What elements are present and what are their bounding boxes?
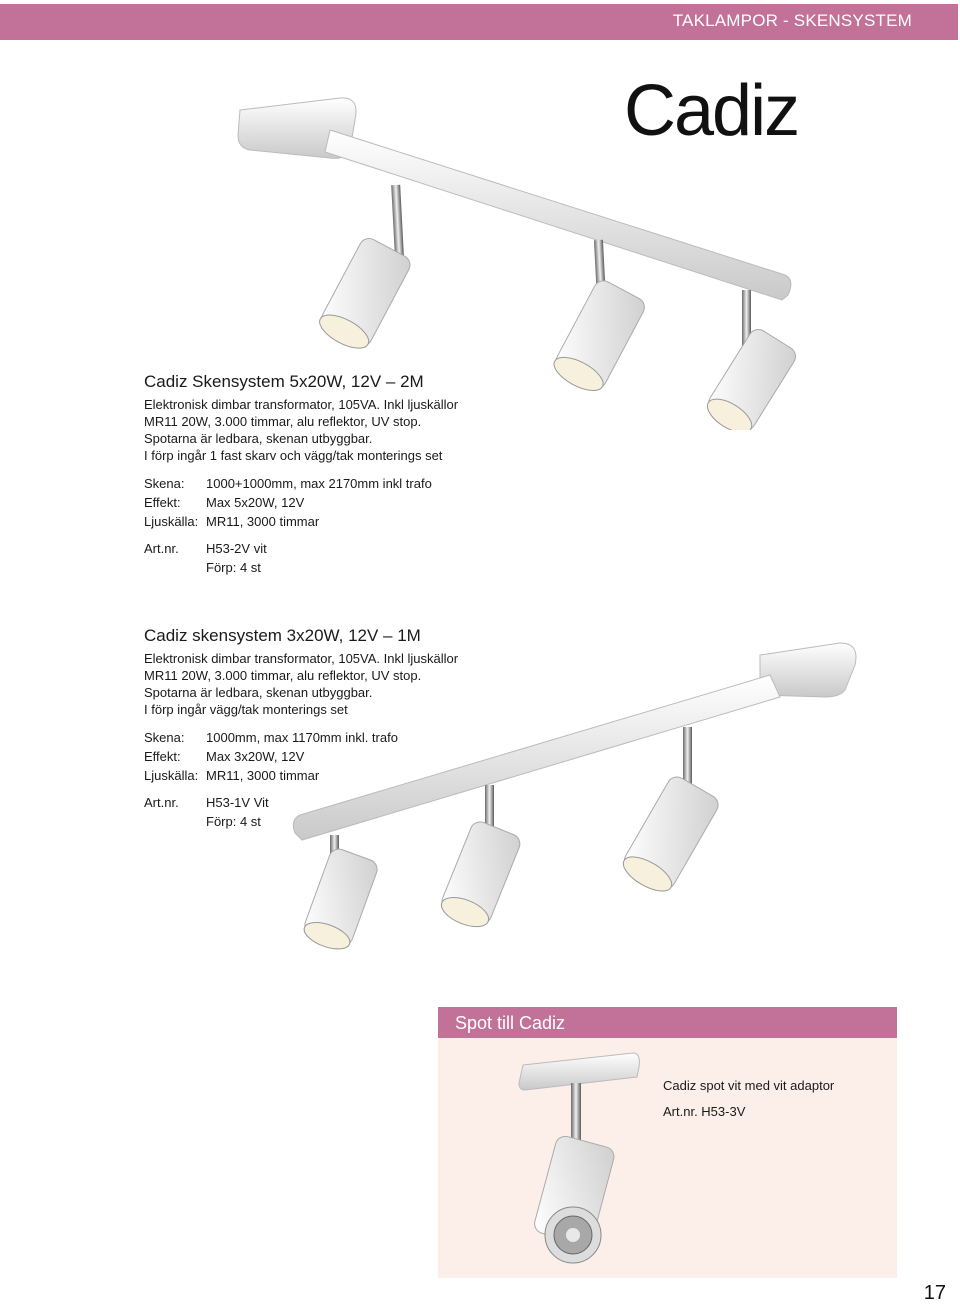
product-block-2m <box>144 372 458 577</box>
pack-size: Förp: 4 st <box>206 560 261 575</box>
spot-heading: Spot till Cadiz <box>438 1007 897 1038</box>
pack-size: Förp: 4 st <box>206 814 261 829</box>
product-title: Cadiz skensystem 3x20W, 12V – 1M <box>144 626 421 645</box>
spec-row: Effekt: Max 3x20W, 12V <box>144 749 305 764</box>
spot-description: Cadiz spot vit med vit adaptor <box>663 1078 835 1093</box>
page-title: Cadiz <box>624 71 799 151</box>
art-number: H53-2V vit <box>206 541 267 556</box>
spec-row: Ljuskälla: MR11, 3000 timmar <box>144 768 320 783</box>
spot-art-number: Art.nr. H53-3V <box>663 1104 746 1119</box>
spec-row: Skena: 1000+1000mm, max 2170mm inkl trafo <box>144 476 432 491</box>
art-number: H53-1V Vit <box>206 795 269 810</box>
spot-box <box>438 1007 897 1278</box>
section-title: TAKLAMPOR - SKENSYSTEM <box>672 11 912 30</box>
art-label: Art.nr. <box>144 541 179 556</box>
product-image-spot <box>513 1045 663 1270</box>
spec-table <box>144 474 458 531</box>
spec-row: Ljuskälla: MR11, 3000 timmar <box>144 514 320 529</box>
product-description: Elektronisk dimbar transformator, 105VA. Inkl ljuskällor MR11 20W, 3.000 timmar, alu reflektor, UV stop. Spotarna är ledbara, skenan utbyggbar. I förp ingår 1 fast skarv och vägg/tak monterings set <box>144 397 459 463</box>
spot-info <box>663 1073 834 1125</box>
header-bar <box>0 4 958 40</box>
spec-row: Effekt: Max 5x20W, 12V <box>144 495 305 510</box>
page-number: 17 <box>923 1282 946 1304</box>
product-title: Cadiz Skensystem 5x20W, 12V – 2M <box>144 372 424 391</box>
product-image-track-1m <box>280 635 870 965</box>
spec-row: Skena: 1000mm, max 1170mm inkl. trafo <box>144 730 398 745</box>
art-label: Art.nr. <box>144 795 179 810</box>
product-description: Elektronisk dimbar transformator, 105VA. Inkl ljuskällor MR11 20W, 3.000 timmar, alu reflektor, UV stop. Spotarna är ledbara, skenan utbyggbar. I förp ingår vägg/tak monterings set <box>144 651 459 717</box>
article-info <box>144 539 458 577</box>
